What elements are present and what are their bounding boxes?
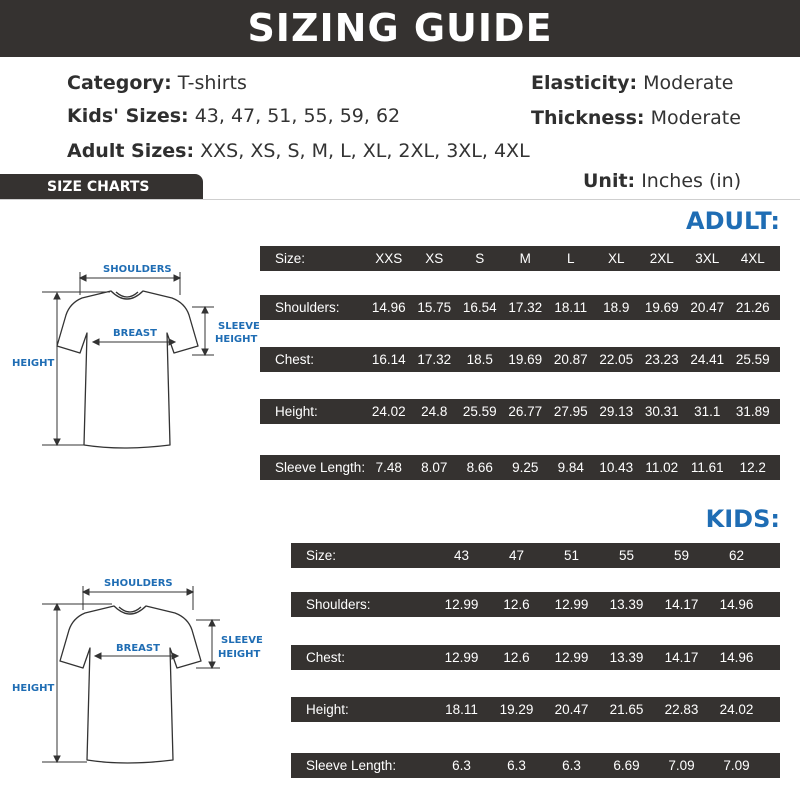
kids-table-row — [291, 543, 780, 568]
table-cell: 12.99 — [444, 650, 479, 665]
table-cell: 55 — [618, 548, 635, 563]
table-cell: 22.05 — [599, 352, 634, 367]
height-label: HEIGHT — [12, 683, 55, 694]
breast-label: BREAST — [113, 328, 157, 339]
adult-table-row — [260, 295, 780, 320]
sleeve-height-label: HEIGHT — [218, 649, 261, 660]
table-cell: 6.3 — [562, 758, 581, 773]
kids-table-row — [291, 753, 780, 778]
shoulders-label: SHOULDERS — [103, 264, 172, 275]
table-cell: 59 — [673, 548, 690, 563]
row-label: Size: — [306, 548, 337, 563]
table-cell: 26.77 — [508, 404, 543, 419]
table-cell: 12.99 — [444, 597, 479, 612]
table-cell: 18.5 — [466, 352, 493, 367]
table-cell: 25.59 — [462, 404, 497, 419]
kids-sizes-label: Kids' Sizes: — [67, 105, 189, 127]
table-cell: 17.32 — [417, 352, 452, 367]
table-cell: 12.6 — [503, 650, 530, 665]
table-cell: L — [566, 251, 575, 266]
sleeve-label: SLEEVE — [221, 635, 263, 646]
table-cell: 9.25 — [512, 460, 539, 475]
tshirt-outline-icon — [60, 606, 201, 763]
adult-table-row — [260, 347, 780, 372]
thickness-label: Thickness: — [531, 107, 645, 129]
table-cell: 6.3 — [452, 758, 471, 773]
table-cell: 18.11 — [554, 300, 588, 315]
unit-value: Inches (in) — [641, 170, 742, 192]
table-cell: 11.02 — [645, 460, 679, 475]
table-cell: 23.23 — [644, 352, 679, 367]
table-cell: 6.3 — [507, 758, 526, 773]
table-cell: 10.43 — [599, 460, 634, 475]
table-cell: 12.6 — [503, 597, 530, 612]
table-cell: XS — [425, 251, 444, 266]
table-cell: 31.89 — [735, 404, 770, 419]
row-label: Sleeve Length: — [306, 758, 397, 773]
adult-table-row — [260, 455, 780, 480]
table-cell: 14.17 — [664, 597, 699, 612]
table-cell: 43 — [453, 548, 470, 563]
table-cell: 21.65 — [609, 702, 644, 717]
table-cell: 31.1 — [694, 404, 721, 419]
row-label: Sleeve Length: — [275, 460, 366, 475]
table-cell: S — [475, 251, 485, 266]
table-cell: 4XL — [740, 251, 765, 266]
row-label: Height: — [275, 404, 318, 419]
adult-sizes-line — [67, 140, 530, 162]
breast-label: BREAST — [116, 643, 160, 654]
elasticity-line — [531, 72, 733, 94]
sleeve-label: SLEEVE — [218, 321, 260, 332]
page-title: SIZING GUIDE — [0, 0, 800, 57]
sleeve-height-label: HEIGHT — [215, 334, 258, 345]
kids-table-row — [291, 592, 780, 617]
table-cell: 20.47 — [554, 702, 589, 717]
table-cell: 17.32 — [508, 300, 543, 315]
table-cell: 16.14 — [371, 352, 406, 367]
table-cell: XXS — [375, 251, 403, 266]
table-cell: 12.99 — [554, 597, 589, 612]
row-label: Shoulders: — [306, 597, 371, 612]
table-cell: 14.17 — [664, 650, 699, 665]
table-cell: 14.96 — [371, 300, 406, 315]
elasticity-label: Elasticity: — [531, 72, 638, 94]
category-line — [67, 72, 247, 94]
adult-tshirt-diagram — [0, 255, 260, 455]
table-cell: 3XL — [695, 251, 720, 266]
table-cell: 25.59 — [735, 352, 770, 367]
table-cell: 2XL — [649, 251, 674, 266]
kids-section-title: KIDS: — [705, 505, 780, 533]
table-cell: 29.13 — [599, 404, 634, 419]
table-cell: 14.96 — [719, 597, 754, 612]
kids-table-row — [291, 697, 780, 722]
row-label: Size: — [275, 251, 306, 266]
thickness-value: Moderate — [650, 107, 741, 129]
table-cell: 51 — [563, 548, 580, 563]
kids-sizes-line — [67, 105, 400, 127]
table-cell: 47 — [508, 548, 525, 563]
table-cell: 7.48 — [375, 460, 402, 475]
table-cell: 19.69 — [644, 300, 679, 315]
unit-label: Unit: — [583, 170, 636, 192]
table-cell: 19.69 — [508, 352, 543, 367]
kids-tshirt-diagram — [0, 570, 270, 770]
table-cell: 12.99 — [554, 650, 589, 665]
table-cell: 12.2 — [739, 460, 766, 475]
table-cell: 9.84 — [557, 460, 584, 475]
row-label: Chest: — [275, 352, 315, 367]
table-cell: XL — [607, 251, 625, 266]
table-cell: 19.29 — [499, 702, 534, 717]
table-cell: M — [519, 251, 531, 266]
table-cell: 15.75 — [417, 300, 452, 315]
category-label: Category: — [67, 72, 172, 94]
unit-line — [583, 170, 741, 192]
adult-sizes-label: Adult Sizes: — [67, 140, 195, 162]
thickness-line — [531, 107, 741, 129]
table-cell: 6.69 — [613, 758, 640, 773]
table-cell: 7.09 — [723, 758, 750, 773]
table-cell: 21.26 — [735, 300, 770, 315]
height-label: HEIGHT — [12, 358, 55, 369]
table-cell: 8.66 — [466, 460, 493, 475]
adult-table-row — [260, 399, 780, 424]
table-cell: 22.83 — [664, 702, 699, 717]
table-cell: 13.39 — [609, 650, 644, 665]
table-cell: 24.8 — [421, 404, 448, 419]
tshirt-outline-icon — [57, 291, 198, 448]
table-cell: 24.41 — [690, 352, 725, 367]
table-cell: 20.87 — [553, 352, 588, 367]
table-cell: 7.09 — [668, 758, 695, 773]
elasticity-value: Moderate — [643, 72, 734, 94]
table-cell: 11.61 — [690, 460, 724, 475]
table-cell: 24.02 — [371, 404, 406, 419]
kids-table-row — [291, 645, 780, 670]
table-cell: 14.96 — [719, 650, 754, 665]
category-value: T-shirts — [177, 72, 247, 94]
table-cell: 24.02 — [719, 702, 754, 717]
row-label: Chest: — [306, 650, 346, 665]
size-charts-tab: SIZE CHARTS — [0, 174, 203, 200]
adult-table-row — [260, 246, 780, 271]
table-cell: 30.31 — [644, 404, 679, 419]
table-cell: 20.47 — [690, 300, 725, 315]
section-divider — [0, 199, 800, 200]
row-label: Shoulders: — [275, 300, 340, 315]
table-cell: 18.9 — [603, 300, 630, 315]
row-label: Height: — [306, 702, 349, 717]
adult-sizes-value: XXS, XS, S, M, L, XL, 2XL, 3XL, 4XL — [200, 140, 530, 162]
adult-section-title: ADULT: — [686, 207, 780, 235]
table-cell: 62 — [728, 548, 745, 563]
table-cell: 8.07 — [421, 460, 448, 475]
table-cell: 18.11 — [445, 702, 478, 717]
table-cell: 27.95 — [553, 404, 588, 419]
kids-sizes-value: 43, 47, 51, 55, 59, 62 — [194, 105, 401, 127]
table-cell: 13.39 — [609, 597, 644, 612]
table-cell: 16.54 — [462, 300, 497, 315]
shoulders-label: SHOULDERS — [104, 578, 173, 589]
